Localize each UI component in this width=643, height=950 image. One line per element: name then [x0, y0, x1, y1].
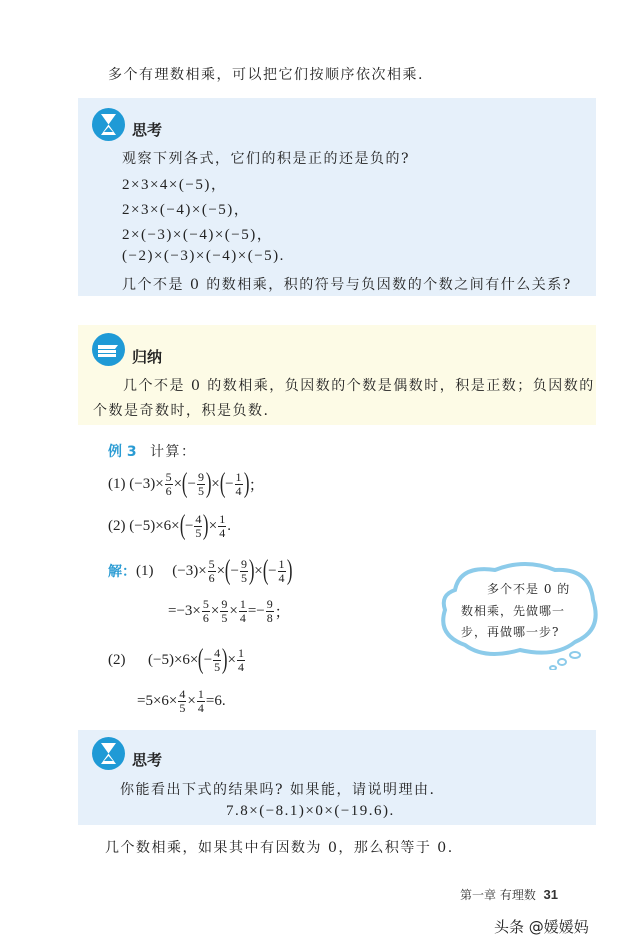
numerator: 9 [221, 597, 228, 611]
summary-heading: 归纳 [132, 348, 163, 366]
denominator: 4 [237, 659, 244, 674]
denominator: 5 [179, 701, 186, 715]
fraction [278, 558, 286, 585]
fraction [194, 513, 202, 540]
numerator: 5 [202, 597, 209, 611]
solution-1 [108, 557, 292, 585]
fraction [220, 598, 228, 625]
fraction [165, 471, 173, 498]
math-text: × [216, 562, 226, 579]
example-label: 例 3 [108, 444, 137, 460]
problem-number: (2) [108, 517, 126, 534]
math-text: . [227, 517, 231, 534]
denominator: 5 [214, 659, 221, 674]
problem-number: (1) [108, 475, 126, 492]
denominator: 4 [197, 701, 204, 715]
hourglass-icon [92, 108, 125, 141]
solution-1-step [168, 598, 290, 625]
bubble-text: 步，再做哪一步? [461, 625, 560, 639]
think-box-2 [78, 730, 596, 825]
denominator: 6 [165, 483, 172, 498]
summary-box [78, 325, 596, 425]
bubble-text: 数相乘，先做哪一 [461, 604, 566, 618]
math-text: (−5)×6× [129, 517, 180, 534]
think-question: 几个不是 0 的数相乘，积的符号与负因数的个数之间有什么关系? [122, 277, 572, 293]
denominator: 5 [197, 483, 204, 498]
fraction [178, 688, 186, 715]
fraction [218, 513, 226, 540]
think-expression: 2×3×(−4)×(−5)， [122, 202, 251, 218]
fraction [237, 647, 245, 674]
math-text: − [184, 517, 194, 534]
denominator: 4 [219, 525, 226, 540]
math-text: (−3)× [172, 562, 207, 579]
bubble-text: 多个不是 0 的 [487, 582, 571, 596]
watermark: 头条 @媛媛妈 [494, 918, 589, 936]
think-heading: 思考 [132, 121, 163, 139]
large-paren: ) [243, 468, 249, 499]
numerator: 1 [237, 645, 244, 660]
large-paren: ( [225, 555, 231, 586]
fraction [197, 471, 205, 498]
denominator: 5 [195, 525, 202, 540]
problem-2 [108, 512, 231, 540]
large-paren: ) [222, 644, 228, 675]
fraction [235, 471, 243, 498]
math-text: × [187, 693, 196, 709]
fraction [208, 558, 216, 585]
book-stack-icon [92, 333, 125, 366]
math-text: =5×6× [137, 693, 178, 709]
think-formula: 7.8×(−8.1)×0×(−19.6). [226, 803, 395, 819]
expression [172, 557, 292, 585]
expression [129, 512, 231, 540]
denominator: 4 [235, 483, 242, 498]
denominator: 8 [266, 611, 273, 625]
conclusion-text: 几个数相乘，如果其中有因数为 0，那么积等于 0. [105, 840, 454, 856]
fraction [197, 688, 205, 715]
fraction [240, 558, 248, 585]
think-box-1 [78, 98, 596, 296]
math-text: (−5)×6× [148, 651, 199, 668]
expression [129, 470, 264, 498]
fraction [202, 598, 210, 625]
math-text: (−3)× [129, 475, 164, 492]
denominator: 4 [278, 570, 285, 585]
large-paren: ( [182, 468, 188, 499]
numerator: 1 [219, 511, 226, 526]
numerator: 4 [195, 511, 202, 526]
problem-1 [108, 470, 264, 498]
numerator: 1 [197, 687, 204, 701]
intro-text: 多个有理数相乘，可以把它们按顺序依次相乘. [108, 67, 424, 83]
summary-text: 几个不是 0 的数相乘，负因数的个数是偶数时，积是正数；负因数的 [123, 378, 595, 394]
large-paren: ) [286, 555, 292, 586]
fraction [266, 598, 274, 625]
large-paren: ) [248, 555, 255, 586]
solution-number: (1) [136, 562, 154, 579]
expression [137, 688, 226, 715]
summary-text: 个数是奇数时，积是负数. [93, 403, 270, 419]
think-heading: 思考 [132, 751, 163, 769]
math-text: − [268, 562, 277, 579]
large-paren: ) [203, 510, 209, 541]
numerator: 4 [214, 645, 221, 660]
expression [168, 598, 290, 625]
solution-2-step [137, 688, 226, 715]
math-text: =− [247, 603, 265, 619]
solution-label: 解： [108, 564, 136, 580]
chapter-title: 第一章 有理数 [460, 888, 536, 902]
hourglass-icon [92, 737, 125, 770]
numerator: 5 [208, 556, 215, 571]
math-text: =6. [205, 693, 226, 709]
numerator: 1 [278, 556, 285, 571]
large-paren: ( [198, 644, 204, 675]
denominator: 4 [239, 611, 246, 625]
example-title: 计算： [150, 444, 197, 460]
math-text: − [187, 475, 196, 492]
think-expression: 2×(−3)×(−4)×(−5)， [122, 227, 274, 243]
denominator: 5 [240, 570, 247, 585]
numerator: 9 [266, 597, 273, 611]
think-question: 你能看出下式的结果吗? 如果能，请说明理由. [120, 782, 436, 798]
think-expression: (−2)×(−3)×(−4)×(−5). [122, 248, 285, 264]
think-expression: 2×3×4×(−5)， [122, 177, 228, 193]
page-number: 31 [543, 887, 558, 902]
solution-number: (2) [108, 651, 126, 668]
math-text: × [227, 651, 236, 668]
chapter-footer [460, 886, 558, 903]
math-text: × [229, 603, 238, 619]
large-paren: ( [179, 510, 186, 541]
math-text: − [203, 651, 213, 668]
math-text: − [225, 475, 234, 492]
math-text: × [210, 603, 220, 619]
numerator: 1 [239, 597, 246, 611]
solution-2 [108, 646, 246, 674]
numerator: 9 [240, 556, 247, 571]
fraction [239, 598, 247, 625]
denominator: 6 [202, 611, 209, 625]
denominator: 5 [221, 611, 228, 625]
large-paren: ( [262, 555, 269, 586]
math-text: × [254, 562, 263, 579]
large-paren: ( [219, 468, 226, 499]
thought-bubble [435, 560, 600, 665]
math-text: ； [248, 477, 264, 494]
math-text: − [230, 562, 239, 579]
fraction [213, 647, 221, 674]
math-text: =−3× [168, 603, 201, 619]
math-text: × [173, 475, 183, 492]
numerator: 1 [235, 469, 242, 484]
denominator: 6 [208, 570, 215, 585]
numerator: 9 [197, 469, 204, 484]
expression [148, 646, 246, 674]
think-line: 观察下列各式，它们的积是正的还是负的? [122, 151, 411, 167]
numerator: 5 [165, 469, 172, 484]
math-text: × [208, 517, 218, 534]
large-paren: ) [205, 468, 212, 499]
numerator: 4 [179, 687, 186, 701]
math-text: × [211, 475, 220, 492]
math-text: ； [274, 605, 290, 621]
